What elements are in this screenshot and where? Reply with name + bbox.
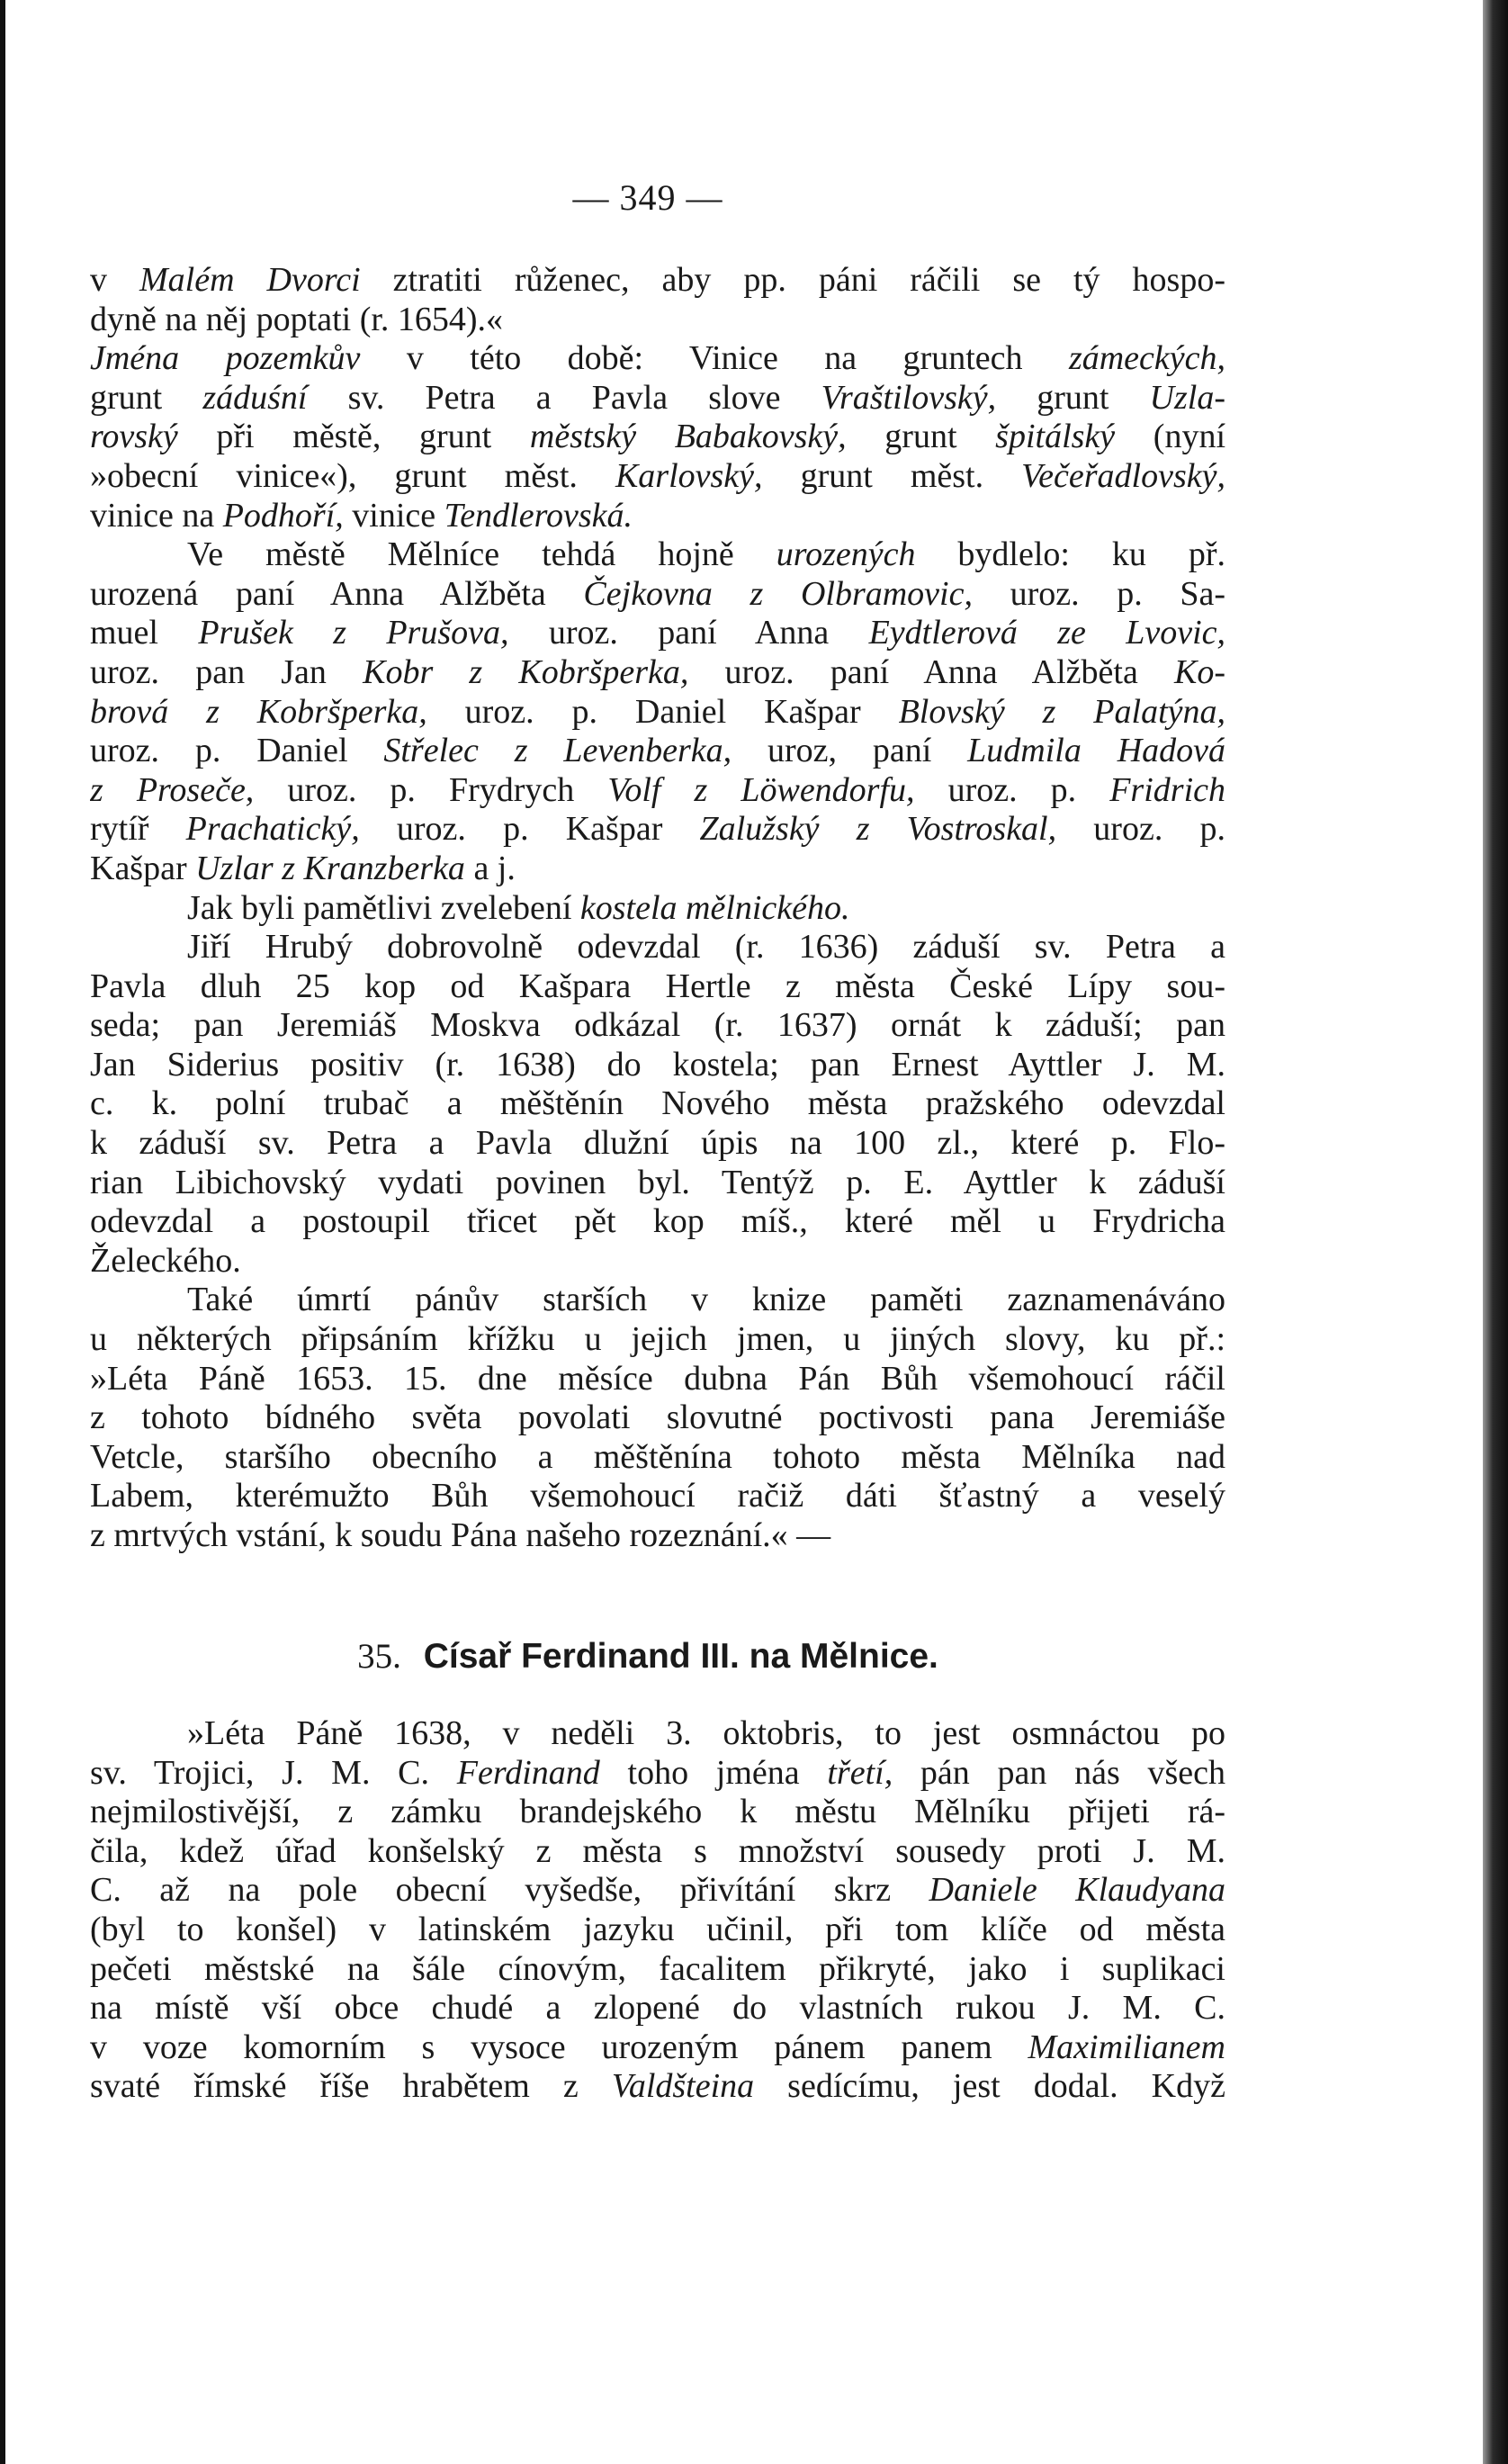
- text-line: [90, 889, 1225, 929]
- text-run: uroz. p. Kašpar: [359, 810, 700, 849]
- text-line: [90, 1793, 1225, 1832]
- text-line: [90, 1046, 1225, 1085]
- text-run: vinice na: [90, 496, 223, 535]
- italic-phrase: Vraštilovský,: [821, 378, 997, 417]
- text-line: [90, 693, 1225, 733]
- text-run: grunt: [846, 418, 996, 456]
- text-run: urozená paní Anna Alžběta: [90, 574, 584, 613]
- text-line: [90, 1438, 1225, 1478]
- text-line: [90, 732, 1225, 771]
- text-line: [90, 301, 1225, 340]
- text-run: u některých připsáním křížku u jejich jmen, u jiných slovy, ku př.:: [90, 1320, 1225, 1359]
- text-run: Želeckého.: [90, 1241, 241, 1280]
- text-run: grunt: [90, 378, 203, 417]
- italic-phrase: Malém Dvorci: [139, 261, 361, 299]
- text-line: [90, 1950, 1225, 1990]
- italic-phrase: Ferdinand: [456, 1753, 600, 1792]
- italic-phrase: Eydtlerová ze Lvovic,: [868, 614, 1225, 652]
- italic-phrase: Ludmila Hadová: [967, 732, 1225, 770]
- text-run: uroz. p. Daniel: [90, 732, 384, 770]
- italic-phrase: Uzla-: [1149, 378, 1225, 417]
- text-run: toho jména: [599, 1753, 828, 1792]
- italic-phrase: Daniele Klaudyana: [929, 1871, 1225, 1910]
- text-run: odevzdal a postoupil třicet pět kop míš., které měl u Frydricha: [90, 1202, 1225, 1241]
- italic-phrase: Volf z Löwendorfu,: [607, 770, 915, 809]
- text-run: sv. Trojici, J. M. C.: [90, 1753, 457, 1792]
- text-line: [90, 497, 1225, 536]
- italic-phrase: Prachatický,: [185, 810, 360, 849]
- text-run: uroz. p.: [914, 770, 1110, 809]
- scan-right-edge: [1483, 0, 1508, 2464]
- text-line: [90, 1832, 1225, 1872]
- scan-left-edge: [0, 0, 5, 2464]
- text-line: [90, 771, 1225, 811]
- text-run: svaté římské říše hrabětem z: [90, 2067, 612, 2106]
- italic-phrase: záduśní: [202, 378, 308, 417]
- text-run: uroz. paní Anna: [508, 614, 869, 652]
- text-run: grunt měst.: [762, 456, 1022, 495]
- text-run: uroz. paní Anna Alžběta: [688, 652, 1175, 691]
- text-run: (byl to konšel) v latinském jazyku učinil, při tom klíče od města: [90, 1910, 1225, 1948]
- text-line: [90, 339, 1225, 379]
- text-line: [90, 1989, 1225, 2028]
- text-line: [90, 457, 1225, 497]
- text-line: [90, 1242, 1225, 1281]
- text-run: a j.: [464, 849, 516, 887]
- text-run: Jak byli pamětlivi zvelebení: [187, 888, 580, 927]
- text-run: sedícímu, jest dodal. Když: [754, 2067, 1225, 2106]
- italic-phrase: rovský: [90, 418, 178, 456]
- italic-phrase: Kobr z Kobršperka,: [363, 652, 689, 691]
- text-line: [90, 2028, 1225, 2068]
- italic-phrase: špitálský: [995, 418, 1116, 456]
- text-run: Pavla dluh 25 kop od Kašpara Hertle z města České Lípy sou-: [90, 967, 1225, 1005]
- text-run: c. k. polní trubač a měštěnín Nového města pražského odevzdal: [90, 1084, 1225, 1123]
- text-line: [90, 1006, 1225, 1046]
- italic-phrase: Čejkovna z Olbramovic,: [583, 574, 973, 613]
- main-text-block: [90, 261, 1225, 1556]
- text-run: z mrtvých vstání, k soudu Pána našeho rozeznání.« —: [90, 1516, 831, 1554]
- italic-phrase: třetí,: [827, 1753, 893, 1792]
- page-number: — 349 —: [572, 177, 723, 218]
- italic-phrase: Valdšteina: [611, 2067, 755, 2106]
- text-run: ztratiti růženec, aby pp. páni ráčili se tý hospo-: [360, 261, 1225, 299]
- text-run: grunt: [996, 378, 1150, 417]
- text-line: [90, 928, 1225, 967]
- italic-phrase: Karlovský,: [615, 456, 763, 495]
- text-run: »Léta Páně 1638, v neděli 3. oktobris, to jest osmnáctou po: [187, 1714, 1225, 1752]
- text-line: [90, 379, 1225, 418]
- text-run: (nyní: [1115, 418, 1225, 456]
- text-run: pečeti městské na šále cínovým, facalitem přikryté, jako i suplikaci: [90, 1949, 1225, 1988]
- text-run: »Léta Páně 1653. 15. dne měsíce dubna Pán Bůh všemohoucí ráčil: [90, 1359, 1225, 1398]
- text-line: [90, 1477, 1225, 1516]
- text-run: uroz. p. Frydrych: [254, 770, 608, 809]
- text-run: Jan Siderius positiv (r. 1638) do kostela; pan Ernest Ayttler J. M.: [90, 1045, 1225, 1084]
- text-run: seda; pan Jeremiáš Moskva odkázal (r. 1637) ornát k záduší; pan: [90, 1006, 1225, 1045]
- italic-phrase: Prušek z Prušova,: [198, 614, 509, 652]
- text-line: [90, 1911, 1225, 1950]
- text-run: Labem, kterémužto Bůh všemohoucí račiž dáti šťastný a veselý: [90, 1477, 1225, 1515]
- italic-phrase: Uzlar z Kranzberka: [195, 849, 465, 887]
- text-run: Ve městě Mělníce tehdá hojně: [187, 535, 776, 574]
- text-run: rytíř: [90, 810, 186, 849]
- text-line: [90, 1714, 1225, 1754]
- text-line: [90, 418, 1225, 457]
- text-line: [90, 261, 1225, 301]
- text-run: z tohoto bídného světa povolati slovutné poctivosti pana Jeremiáše: [90, 1398, 1225, 1437]
- text-run: na místě vší obce chudé a zlopené do vlastních rukou J. M. C.: [90, 1989, 1225, 2028]
- italic-phrase: Fridrich: [1109, 770, 1225, 809]
- text-line: [90, 2067, 1225, 2107]
- italic-phrase: kostela mělnického.: [579, 888, 850, 927]
- text-run: pán pan nás všech: [893, 1753, 1225, 1792]
- text-run: Jiří Hrubý dobrovolně odevzdal (r. 1636) záduší sv. Petra a: [187, 928, 1225, 967]
- text-run: nejmilostivější, z zámku brandejského k městu Mělníku přijeti rá-: [90, 1793, 1225, 1831]
- text-line: [90, 850, 1225, 889]
- text-run: bydlelo: ku př.: [915, 535, 1225, 574]
- text-run: Kašpar: [90, 849, 196, 887]
- text-run: v voze komorním s vysoce urozeným pánem panem: [90, 2028, 1028, 2066]
- text-line: [90, 967, 1225, 1007]
- text-run: při městě, grunt: [177, 418, 530, 456]
- italic-phrase: městský Babakovský,: [529, 418, 847, 456]
- italic-phrase: Maximilianem: [1028, 2028, 1225, 2066]
- text-run: uroz. p. Daniel Kašpar: [426, 692, 899, 731]
- section-heading: [0, 1636, 1296, 1677]
- text-line: [90, 653, 1225, 693]
- italic-phrase: Podhoří,: [222, 496, 344, 535]
- text-line: [90, 1281, 1225, 1320]
- italic-phrase: urozených: [776, 535, 916, 574]
- italic-phrase: Zalužský z Vostroskal,: [699, 810, 1057, 849]
- text-run: v: [90, 261, 140, 299]
- text-run: Vetcle, staršího obecního a měštěnína tohoto města Mělníka nad: [90, 1437, 1225, 1476]
- text-run: v této době: Vinice na gruntech: [360, 339, 1069, 378]
- text-run: dyně na něj poptati (r. 1654).«: [90, 300, 504, 338]
- italic-phrase: Jména pozemkův: [90, 339, 361, 378]
- italic-phrase: brová z Kobršperka,: [90, 692, 427, 731]
- text-line: [90, 1754, 1225, 1794]
- section-text-block: [90, 1714, 1225, 2107]
- text-run: uroz. pan Jan: [90, 652, 364, 691]
- text-line: [90, 1360, 1225, 1399]
- text-line: [90, 1398, 1225, 1438]
- text-run: uroz, paní: [732, 732, 968, 770]
- text-line: [90, 1320, 1225, 1360]
- italic-phrase: Blovský z Palatýna,: [898, 692, 1225, 731]
- text-run: »obecní vinice«), grunt měst.: [90, 456, 615, 495]
- text-run: rian Libichovský vydati povinen byl. Tentýž p. E. Ayttler k záduší: [90, 1163, 1225, 1201]
- text-line: [90, 810, 1225, 850]
- italic-phrase: Střelec z Levenberka,: [383, 732, 732, 770]
- text-line: [90, 1124, 1225, 1164]
- text-line: [90, 1516, 1225, 1556]
- text-line: [90, 535, 1225, 575]
- italic-phrase: Tendlerovská.: [444, 496, 633, 535]
- italic-phrase: zámeckých,: [1068, 339, 1225, 378]
- section-heading-title: Císař Ferdinand III. na Mělnice.: [423, 1637, 938, 1676]
- section-heading-number: 35.: [357, 1637, 401, 1676]
- text-line: [90, 1164, 1225, 1203]
- text-run: vinice: [343, 496, 444, 535]
- text-run: sv. Petra a Pavla slove: [307, 378, 821, 417]
- italic-phrase: z Proseče,: [90, 770, 255, 809]
- text-run: Také úmrtí pánův starších v knize paměti zaznamenáváno: [187, 1281, 1225, 1319]
- text-line: [90, 1871, 1225, 1911]
- text-line: [90, 614, 1225, 653]
- text-line: [90, 1202, 1225, 1242]
- italic-phrase: Ko-: [1174, 652, 1225, 691]
- text-run: C. až na pole obecní vyšedše, přivítání skrz: [90, 1871, 929, 1910]
- italic-phrase: Večeřadlovský,: [1021, 456, 1225, 495]
- text-line: [90, 575, 1225, 615]
- text-line: [90, 1084, 1225, 1124]
- text-run: uroz. p.: [1056, 810, 1225, 849]
- text-run: k záduší sv. Petra a Pavla dlužní úpis na 100 zl., které p. Flo-: [90, 1124, 1225, 1163]
- text-run: čila, kdež úřad konšelský z města s množství sousedy proti J. M.: [90, 1831, 1225, 1870]
- text-run: uroz. p. Sa-: [972, 574, 1225, 613]
- text-run: muel: [90, 614, 199, 652]
